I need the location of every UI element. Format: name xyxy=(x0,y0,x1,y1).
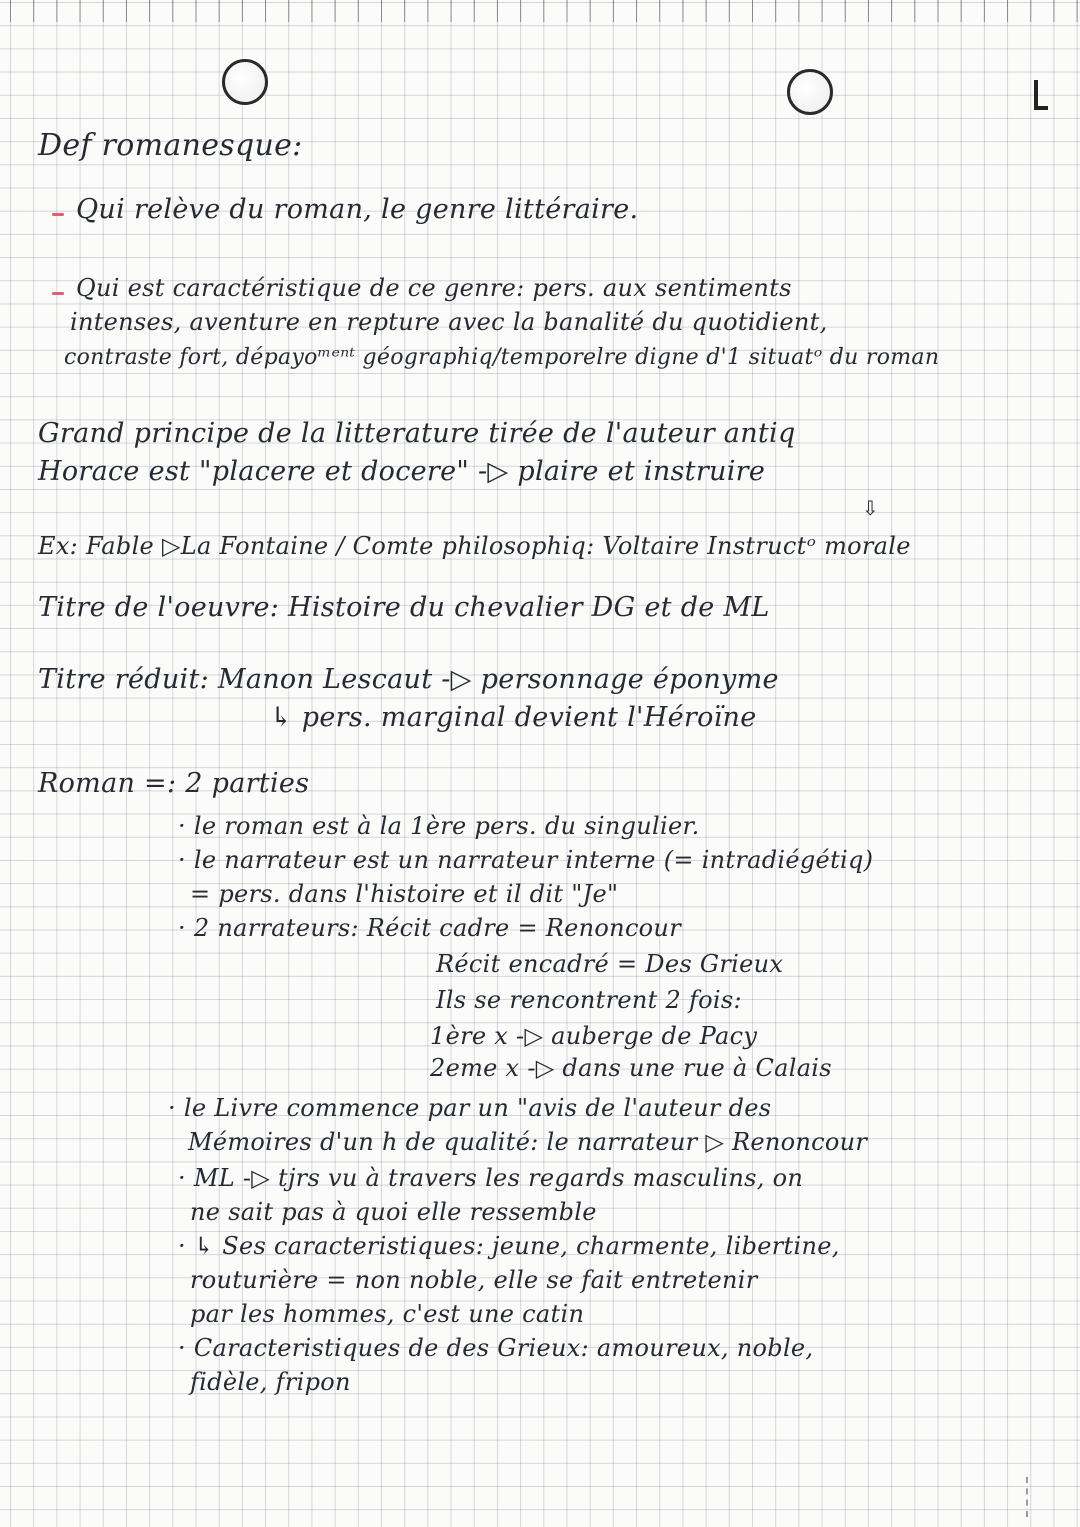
ml-traits-line-2: routurière = non noble, elle se fait entretenir xyxy=(190,1266,758,1294)
page-corner-mark xyxy=(1034,80,1048,110)
novel-line-first-meeting: 1ère x -▷ auberge de Pacy xyxy=(430,1022,758,1050)
novel-line-je: = pers. dans l'histoire et il dit "Je" xyxy=(190,880,619,908)
top-margin-ticks xyxy=(0,0,1080,22)
novel-line-first-person: · le roman est à la 1ère pers. du singulier. xyxy=(178,812,700,840)
down-arrow-icon: ⇩ xyxy=(862,496,879,520)
novel-line-meetings: Ils se rencontrent 2 fois: xyxy=(436,986,742,1014)
novel-line-two-narrators-text: 2 narrateurs: Récit cadre = Renoncour xyxy=(193,914,681,942)
dg-traits-line-1: · Caracteristiques de des Grieux: amoureux, noble, xyxy=(178,1334,814,1362)
novel-line-two-narrators: · 2 narrateurs: Récit cadre = Renoncour xyxy=(178,914,681,942)
short-title-line-1: Titre réduit: Manon Lescaut -▷ personnage éponyme xyxy=(38,664,779,695)
principle-line-1: Grand principe de la litterature tirée de l'auteur antiq xyxy=(38,418,796,449)
ml-traits-line-1: · ↳ Ses caracteristiques: jeune, charmente, libertine, xyxy=(178,1232,840,1260)
definition-line-2c: contraste fort, dépayoᵐᵉⁿᵗ géographiq/temporelre digne d'1 situatᵒ du roman xyxy=(64,345,940,370)
punch-hole-icon xyxy=(787,69,833,115)
book-line-2: Mémoires d'un h de qualité: le narrateur ▷ Renoncour xyxy=(188,1128,868,1156)
ml-line-1-text: ML -▷ tjrs vu à travers les regards masculins, on xyxy=(193,1164,804,1192)
novel-line-narrator: · le narrateur est un narrateur interne (= intradiégétiq) xyxy=(178,846,874,874)
example-line: Ex: Fable ▷La Fontaine / Comte philosophiq: Voltaire Instructᵒ morale xyxy=(38,532,911,560)
novel-line-narrator-text: le narrateur est un narrateur interne (= intradiégétiq) xyxy=(193,846,874,874)
principle-line-2: Horace est "placere et docere" -▷ plaire et instruire xyxy=(38,456,766,487)
work-title-line: Titre de l'oeuvre: Histoire du chevalier DG et de ML xyxy=(38,592,770,623)
dash-bullet xyxy=(52,213,64,216)
novel-line-framed-story: Récit encadré = Des Grieux xyxy=(436,950,784,978)
ml-line-2: ne sait pas à quoi elle ressemble xyxy=(190,1198,597,1226)
short-title-line-2: ↳ pers. marginal devient l'Héroïne xyxy=(270,702,757,733)
novel-line-first-person-text: le roman est à la 1ère pers. du singulier. xyxy=(193,812,700,840)
book-line-1-text: le Livre commence par un "avis de l'auteur des xyxy=(183,1094,772,1122)
dg-traits-line-2: fidèle, fripon xyxy=(190,1368,351,1396)
page-edge-mark xyxy=(1026,1477,1058,1517)
ml-traits-line-3: par les hommes, c'est une catin xyxy=(190,1300,585,1328)
ml-traits-line-1-text: ↳ Ses caracteristiques: jeune, charmente, libertine, xyxy=(193,1232,840,1260)
book-line-1: · le Livre commence par un "avis de l'auteur des xyxy=(168,1094,772,1122)
dg-traits-line-1-text: Caracteristiques de des Grieux: amoureux, noble, xyxy=(193,1334,814,1362)
ml-line-1: · ML -▷ tjrs vu à travers les regards masculins, on xyxy=(178,1164,804,1192)
dash-bullet xyxy=(52,292,64,295)
definition-line-1: Qui relève du roman, le genre littéraire. xyxy=(76,194,639,225)
novel-line-second-meeting: 2eme x -▷ dans une rue à Calais xyxy=(430,1054,832,1082)
punch-hole-icon xyxy=(222,59,268,105)
definition-line-2b: intenses, aventure en repture avec la banalité du quotidient, xyxy=(70,308,828,336)
definition-title: Def romanesque: xyxy=(38,128,303,163)
novel-parts-line: Roman =: 2 parties xyxy=(38,768,310,799)
definition-line-2a: Qui est caractéristique de ce genre: pers. aux sentiments xyxy=(76,274,792,302)
